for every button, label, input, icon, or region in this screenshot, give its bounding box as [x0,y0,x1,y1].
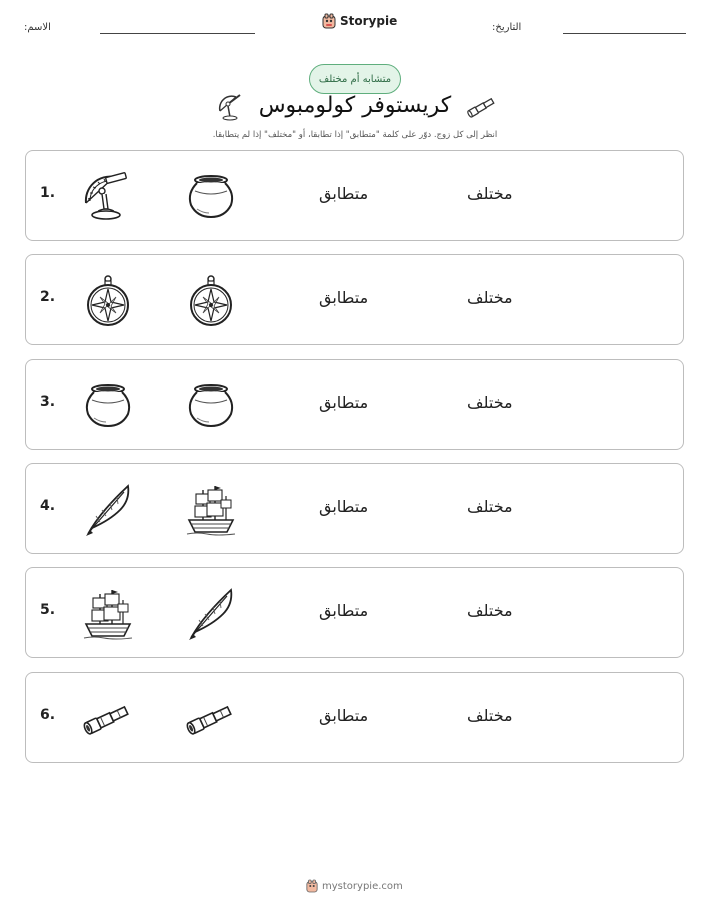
compass-icon [80,273,136,329]
pot-icon [183,169,239,225]
date-line[interactable] [563,33,686,34]
compass-icon [183,273,239,329]
question-row [25,463,684,554]
ship-icon [183,482,239,538]
match-option[interactable]: متطابق [319,288,369,308]
question-row [25,567,684,658]
question-row [25,672,684,763]
match-option[interactable]: متطابق [319,392,369,412]
brand-logo [322,13,397,29]
pot-icon [183,378,239,434]
date-label: :التاريخ [492,22,522,33]
storypie-mascot-icon [306,879,318,893]
match-option[interactable]: متطابق [319,496,369,516]
different-option[interactable]: مختلف [467,392,513,412]
question-number: 2. [40,289,56,306]
match-option[interactable]: متطابق [319,601,369,621]
question-row [25,359,684,450]
sextant-icon [216,91,244,121]
question-row [25,254,684,345]
name-label: :الاسم [24,22,51,33]
match-option[interactable]: متطابق [319,184,369,203]
different-option[interactable]: مختلف [467,705,513,725]
telescope-icon [80,691,136,747]
question-number: 3. [40,393,56,410]
brand-name: Storypie [340,14,398,28]
question-number: 5. [40,602,56,619]
page-title: كريستوفر كولومبوس [258,93,452,118]
sextant-icon [80,169,136,225]
question-number: 4. [40,497,56,514]
question-number: 1. [40,185,56,201]
footer [306,879,403,893]
quill-icon [183,586,239,642]
different-option[interactable]: مختلف [467,184,513,203]
pot-icon [80,378,136,434]
telescope-icon [466,96,496,118]
activity-badge: متشابه أم مختلف [309,64,401,94]
different-option[interactable]: مختلف [467,496,513,516]
instructions: انظر إلى كل زوج. دوّر على كلمة "متطابق" إذا تطابقا، أو "مختلف" إذا لم يتطابقا. [212,130,498,140]
footer-url[interactable]: mystorypie.com [322,880,403,892]
name-line[interactable] [100,33,255,34]
match-option[interactable]: متطابق [319,705,369,725]
different-option[interactable]: مختلف [467,288,513,308]
different-option[interactable]: مختلف [467,601,513,621]
storypie-mascot-icon [322,13,336,29]
question-row [25,150,684,241]
telescope-icon [183,691,239,747]
ship-icon [80,586,136,642]
quill-icon [80,482,136,538]
question-number: 6. [40,706,56,723]
